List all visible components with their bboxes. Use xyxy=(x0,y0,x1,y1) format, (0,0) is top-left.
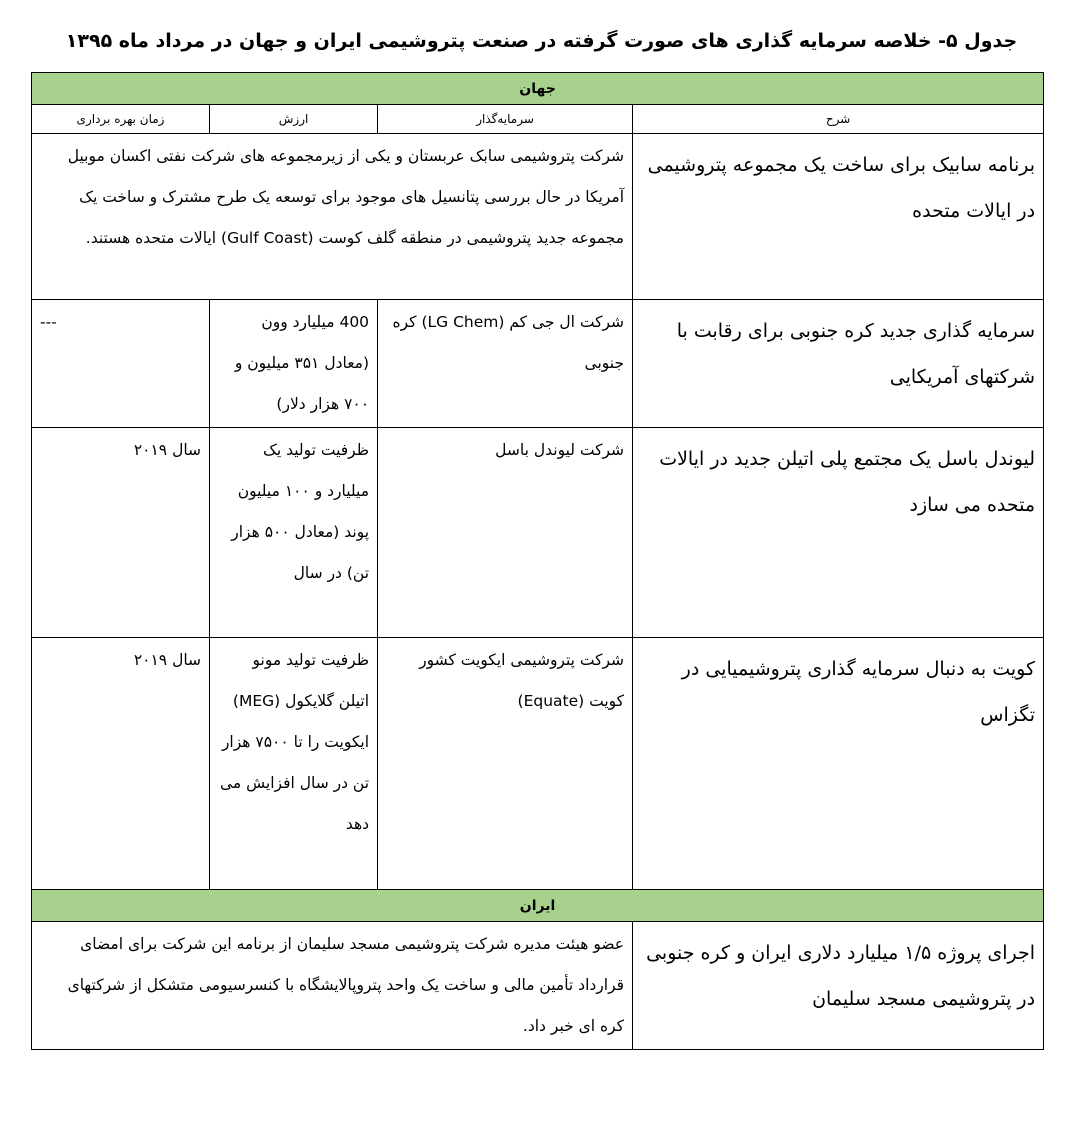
row-value: ظرفیت تولید مونو اتیلن گلایکول (MEG) ایکویت را تا ۷۵۰۰ هزار تن در سال افزایش می دهد xyxy=(210,638,378,890)
row-operation-time: سال ۲۰۱۹ xyxy=(32,428,210,638)
column-header-row xyxy=(32,105,1044,134)
table-row xyxy=(32,134,1044,300)
row-description: سرمایه گذاری جدید کره جنوبی برای رقابت با شرکتهای آمریکایی xyxy=(633,300,1044,428)
section-header-world: جهان xyxy=(32,73,1044,105)
header-operation-time: زمان بهره برداری xyxy=(32,105,210,134)
section-header-iran: ایران xyxy=(32,890,1044,922)
row-details: عضو هیئت مدیره شرکت پتروشیمی مسجد سلیمان از برنامه این شرکت برای امضای قرارداد تأمین مالی و ساخت یک واحد پتروپالایشگاه با کنسرسیومی متشکل از شرکتهای کره ای خبر داد. xyxy=(32,922,633,1050)
row-operation-time: سال ۲۰۱۹ xyxy=(32,638,210,890)
header-value: ارزش xyxy=(210,105,378,134)
row-description: لیوندل باسل یک مجتمع پلی اتیلن جدید در ایالات متحده می سازد xyxy=(633,428,1044,638)
table-row xyxy=(32,922,1044,1050)
row-description: اجرای پروژه ۱/۵ میلیارد دلاری ایران و کره جنوبی در پتروشیمی مسجد سلیمان xyxy=(633,922,1044,1050)
header-investor: سرمایه‌گذار xyxy=(378,105,633,134)
table-title: جدول ۵- خلاصه سرمایه گذاری های صورت گرفته در صنعت پتروشیمی ایران و جهان در مرداد ماه ۱۳۹۵ xyxy=(65,30,1018,52)
investment-table xyxy=(31,72,1044,1050)
row-investor: شرکت ال جی کم (LG Chem) کره جنوبی xyxy=(378,300,633,428)
section-row-world xyxy=(32,73,1044,105)
row-description: کویت به دنبال سرمایه گذاری پتروشیمیایی در تگزاس xyxy=(633,638,1044,890)
row-description: برنامه سابیک برای ساخت یک مجموعه پتروشیمی در ایالات متحده xyxy=(633,134,1044,300)
row-investor: شرکت لیوندل باسل xyxy=(378,428,633,638)
row-value: ظرفیت تولید یک میلیارد و ۱۰۰ میلیون پوند (معادل ۵۰۰ هزار تن) در سال xyxy=(210,428,378,638)
row-operation-time: --- xyxy=(32,300,210,428)
table-row xyxy=(32,638,1044,890)
table-row xyxy=(32,428,1044,638)
table-row xyxy=(32,300,1044,428)
row-details: شرکت پتروشیمی سابک عربستان و یکی از زیرمجموعه های شرکت نفتی اکسان موبیل آمریکا در حال بررسی پتانسیل های موجود برای توسعه یک طرح مشترک و ساخت یک مجموعه جدید پتروشیمی در منطقه گلف کوست (Gulf Coast) ایالات متحده هستند. xyxy=(32,134,633,300)
section-row-iran xyxy=(32,890,1044,922)
row-value: 400 میلیارد وون (معادل ۳۵۱ میلیون و ۷۰۰ هزار دلار) xyxy=(210,300,378,428)
row-investor: شرکت پتروشیمی ایکویت کشور کویت (Equate) xyxy=(378,638,633,890)
header-description: شرح xyxy=(633,105,1044,134)
